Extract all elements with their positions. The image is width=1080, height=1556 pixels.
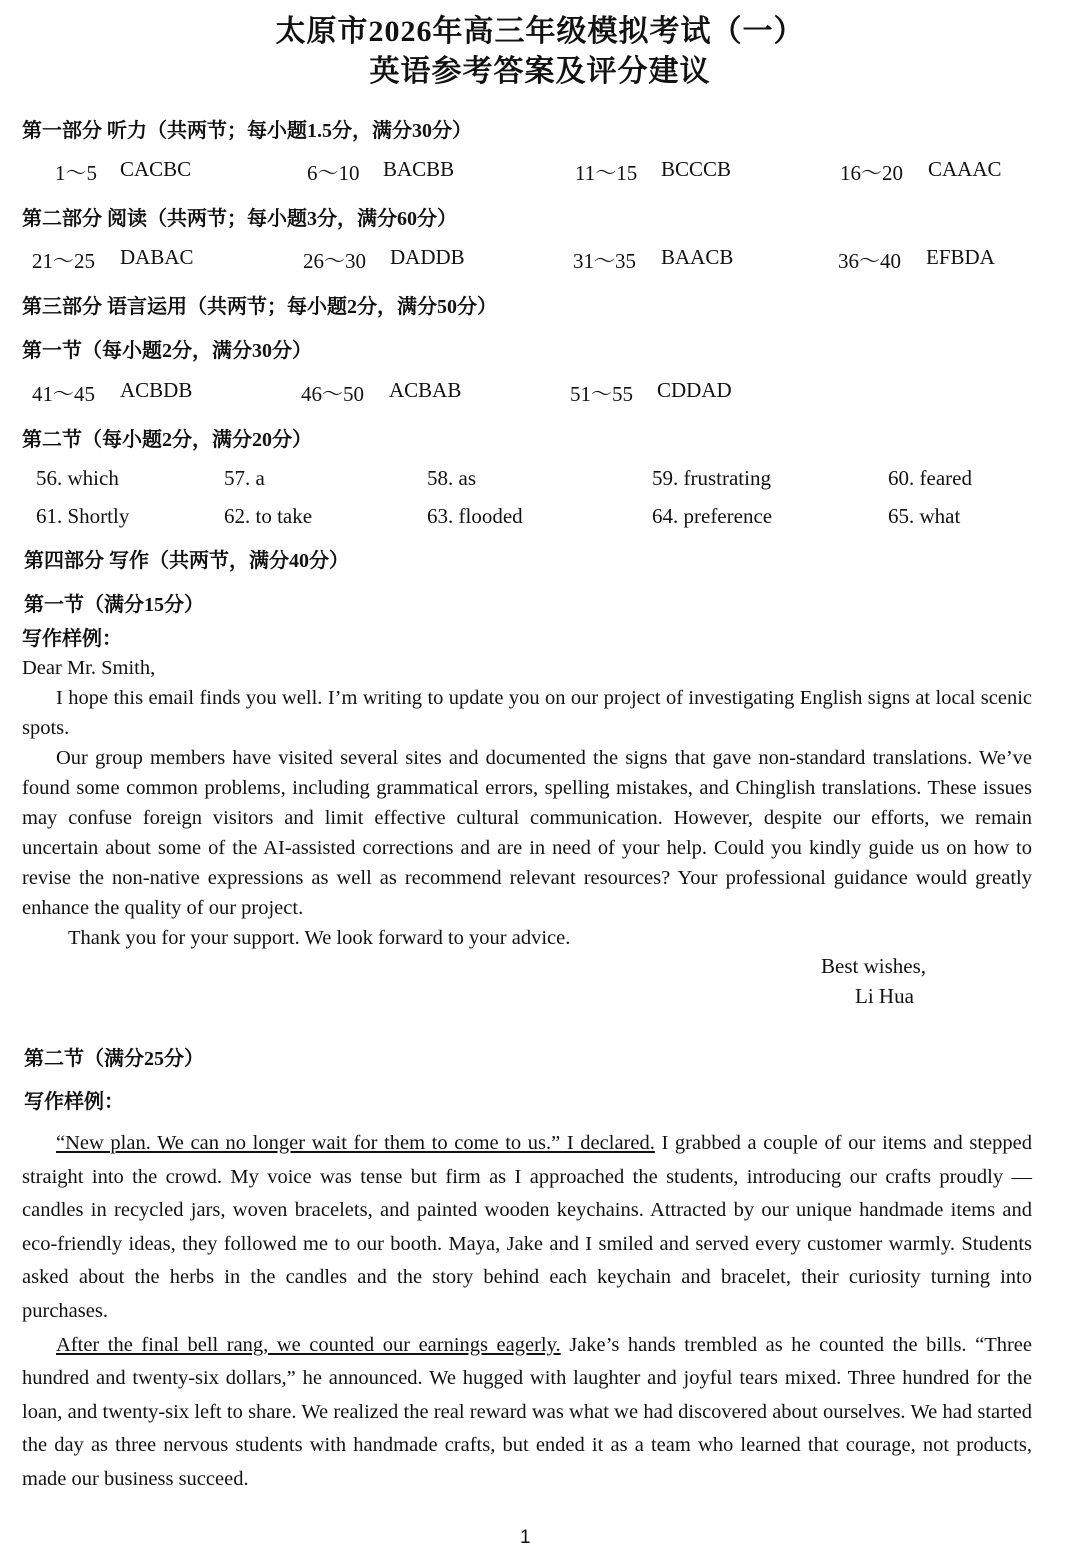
fill-answer: 58. as [427, 466, 476, 490]
answer-letters: BAACB [661, 245, 734, 269]
letter-paragraph: Our group members have visited several sites and documented the signs that gave non-standard translations. We’ve found some common problems, including grammatical errors, spelling mistakes, and Chinglish translations. These issues may confuse foreign visitors and limit effective cultural communication. However, despite our efforts, we remain uncertain about some of the AI-assisted corrections and are in need of your help. Could you kindly guide us on how to revise the non-native expressions as well as recommend relevant resources? Your professional guidance would greatly enhance the quality of our project. [22, 747, 1032, 919]
part2-heading: 第二部分 阅读（共两节；每小题3分，满分60分） [22, 208, 457, 230]
letter-salutation: Dear Mr. Smith, [22, 657, 156, 679]
story-text: Jake’s hands trembled as he counted the bills. “Three hundred and twenty-six dollars,” he announced. We hugged with laughter and joyful tears mixed. Three hundred for the loan, and twenty-six left to share. We realized the real reward was what we had discovered about ourselves. We had started the day as three nervous students with handmade crafts, but ended it as a team who learned that courage, not products, made our business succeed. [22, 1333, 1032, 1490]
answer-letters: EFBDA [926, 245, 995, 269]
answer-letters: BACBB [383, 157, 455, 181]
part1-heading: 第一部分 听力（共两节；每小题1.5分，满分30分） [22, 120, 472, 142]
fill-answer: 56. which [36, 466, 119, 490]
answer-letters: DADDB [390, 245, 465, 269]
answer-letters: DABAC [120, 245, 194, 269]
fill-answer: 61. Shortly [36, 504, 130, 528]
fill-answer: 63. flooded [427, 504, 523, 528]
answer-range: 26～30 [303, 249, 366, 273]
part4-heading: 第四部分 写作（共两节，满分40分） [24, 550, 349, 572]
answer-letters: ACBDB [120, 378, 193, 402]
answer-letters: BCCCB [661, 157, 732, 181]
fill-answer: 62. to take [224, 504, 313, 528]
sample-label: 写作样例： [22, 628, 122, 650]
story-paragraph [22, 1329, 1032, 1497]
page-number: 1 [520, 1527, 531, 1548]
answer-letters: ACBAB [389, 378, 462, 402]
fill-answer: 64. preference [652, 504, 773, 528]
fill-answer: 65. what [888, 504, 961, 528]
answer-range: 41～45 [32, 382, 95, 406]
letter-signature: Li Hua [855, 984, 914, 1008]
given-sentence: “New plan. We can no longer wait for them to come to us.” I declared. [56, 1132, 655, 1154]
letter-paragraph: Thank you for your support. We look forward to your advice. [68, 927, 571, 949]
answer-letters: CACBC [120, 157, 192, 181]
letter-paragraph: I hope this email finds you well. I’m writing to update you on our project of investigating English signs at local scenic spots. [22, 687, 1032, 739]
story-text: I grabbed a couple of our items and stepped straight into the crowd. My voice was tense but firm as I approached the students, introducing our crafts proudly — candles in recycled jars, woven bracelets, and painted wooden keychains. Attracted by our unique handmade items and eco-friendly ideas, they followed me to our booth. Maya, Jake and I smiled and served every customer warmly. Students asked about the herbs in the candles and the story behind each keychain and bracelet, their curiosity turning into purchases. [22, 1132, 1032, 1322]
answer-letters: CDDAD [657, 378, 732, 402]
answer-range: 11～15 [575, 161, 638, 185]
part4-section1-heading: 第一节（满分15分） [24, 594, 204, 616]
answer-letters: CAAAC [928, 157, 1002, 181]
sample-letter [22, 653, 1032, 953]
given-sentence: After the final bell rang, we counted our earnings eagerly. [56, 1333, 561, 1356]
answer-range: 46～50 [301, 382, 364, 406]
fill-answer: 60. feared [888, 466, 972, 490]
fill-answer: 57. a [224, 466, 265, 490]
sample-story [22, 1127, 1032, 1497]
document-title: 太原市2026年高三年级模拟考试（一） [275, 15, 805, 48]
answer-range: 51～55 [570, 382, 633, 406]
letter-closing: Best wishes, [821, 954, 926, 978]
part3-section1-heading: 第一节（每小题2分，满分30分） [22, 340, 312, 362]
fill-answer: 59. frustrating [652, 466, 771, 490]
answer-range: 6～10 [307, 161, 360, 185]
answer-range: 36～40 [838, 249, 901, 273]
story-paragraph [22, 1127, 1032, 1329]
answer-range: 21～25 [32, 249, 95, 273]
part4-section2-heading: 第二节（满分25分） [24, 1048, 204, 1070]
answer-range: 1～5 [55, 161, 97, 185]
sample-label: 写作样例： [24, 1091, 124, 1113]
part3-section2-heading: 第二节（每小题2分，满分20分） [22, 429, 312, 451]
answer-range: 31～35 [573, 249, 636, 273]
answer-range: 16～20 [840, 161, 903, 185]
document-subtitle: 英语参考答案及评分建议 [369, 55, 711, 88]
part3-heading: 第三部分 语言运用（共两节；每小题2分，满分50分） [22, 296, 497, 318]
